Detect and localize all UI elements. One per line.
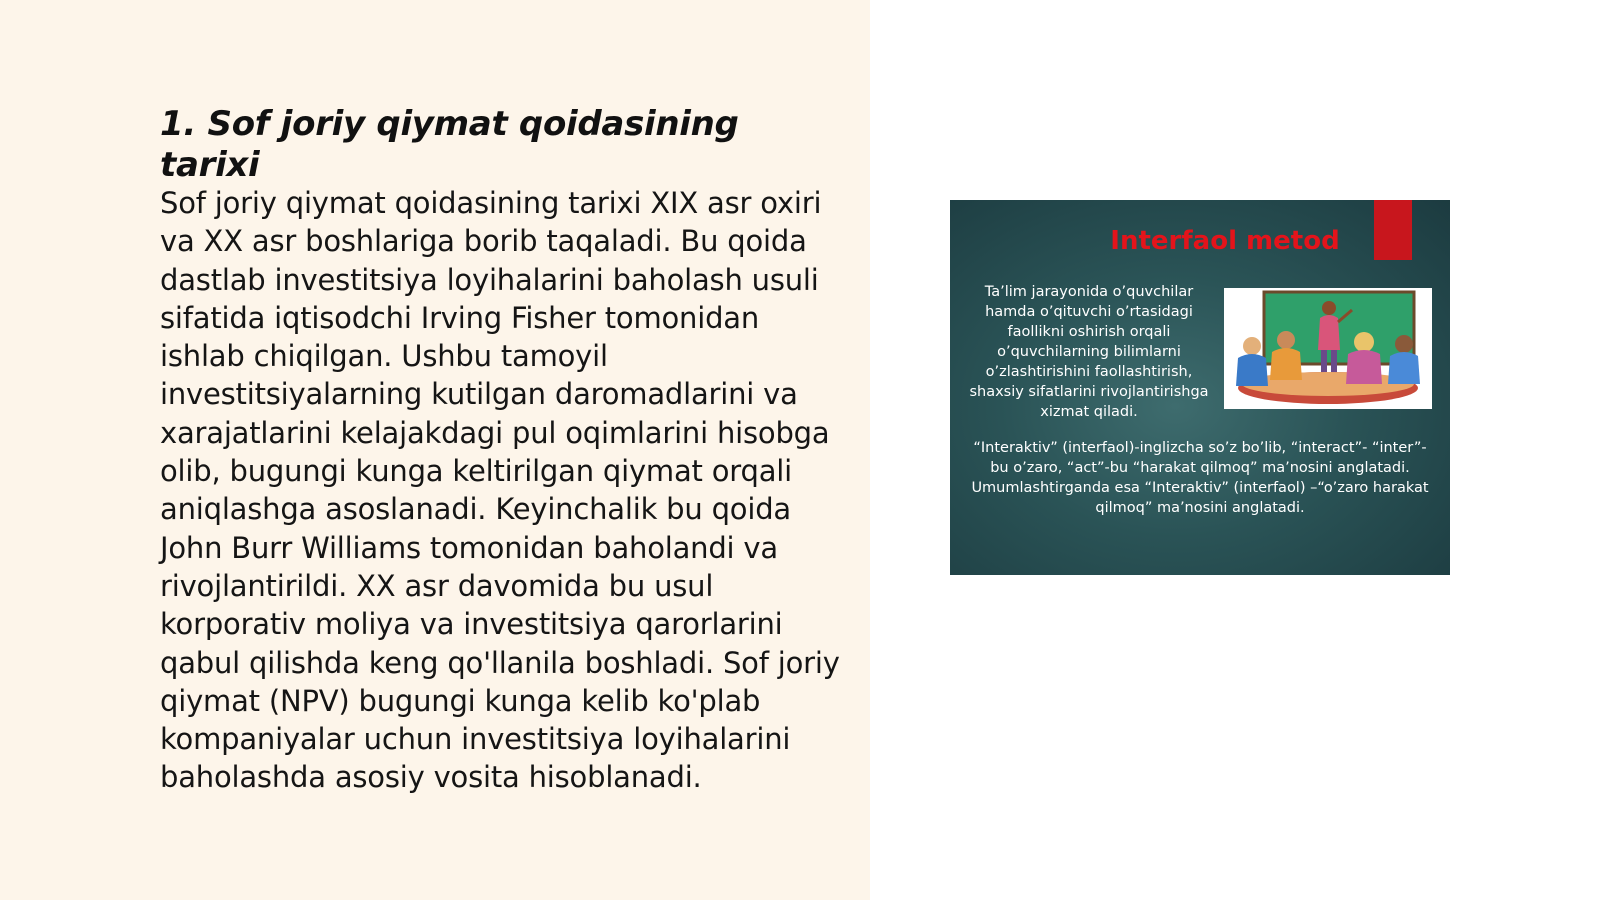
slide-body-text: Sof joriy qiymat qoidasining tarixi XIX asr oxiri va XX asr boshlariga borib taqaladi. Bu qoida dastlab investitsiya loyihalarini baholash usuli sifatida iqtisodchi Irving Fisher tomonidan ishlab chiqilgan. Ushbu tamoyil investitsiyalarning kutilgan daromadlarini va xarajatlarini kelajakdagi pul oqimlarini hisobga olib, bugungi kunga keltirilgan qiymat orqali aniqlashga asoslanadi. Keyinchalik bu qoida John Burr Williams tomonidan baholandi va rivojlantirildi. XX asr davomida bu usul korporativ moliya va investitsiya qarorlarini qabul qilishda keng qo'llanila boshladi. Sof joriy qiymat (NPV) bugungi kunga kelib ko'plab kompaniyalar uchun investitsiya loyihalarini baholashda asosiy vosita hisoblanadi. (160, 186, 840, 795)
classroom-illustration (1224, 288, 1432, 409)
picture-title: Interfaol metod (1110, 226, 1340, 256)
slide-title: 1. Sof joriy qiymat qoidasining tarixi (160, 104, 739, 185)
picture-paragraph-1: Ta’lim jarayonida o’quvchilar hamda o’qituvchi o’rtasidagi faollikni oshirish orqali o’quvchilarning bilimlarni o’zlashtirishini faollashtirish, shaxsiy sifatlarini rivojlantirishga xizmat qiladi. (969, 284, 1209, 420)
slide-picture (950, 200, 1450, 575)
picture-paragraph-2: “Interaktiv” (interfaol)-inglizcha so’z bo’lib, “interact”- “inter”-bu o’zaro, “act”-bu “harakat qilmoq” ma’nosini anglatadi. Umumlashtirganda esa “Interaktiv” (interfaol) –“o’zaro harakat qilmoq” ma’nosini anglatadi. (971, 440, 1429, 516)
